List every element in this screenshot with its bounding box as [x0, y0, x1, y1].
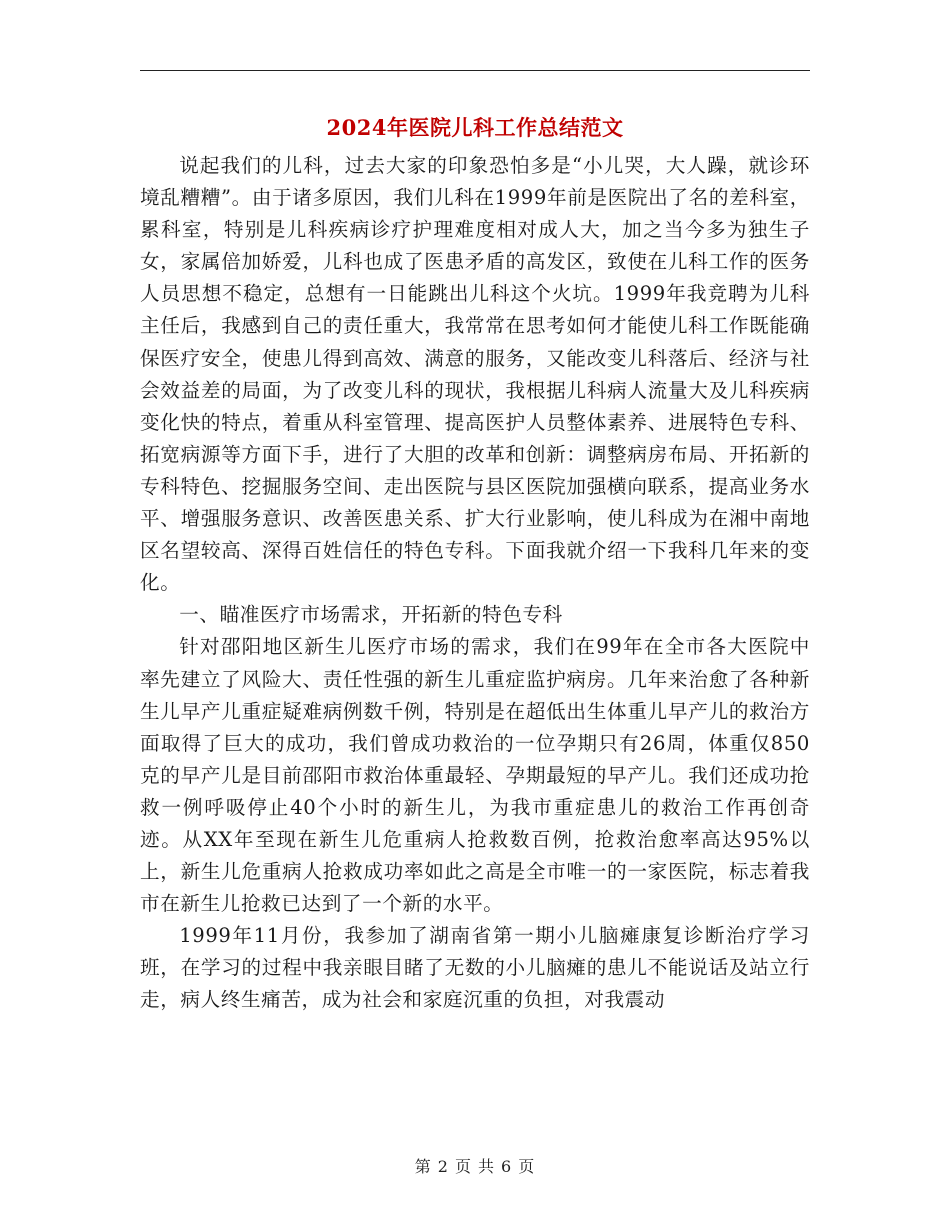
document-title: 2024年医院儿科工作总结范文: [326, 115, 624, 140]
footer-prefix: 第: [414, 1157, 432, 1176]
page-footer: [0, 1154, 950, 1177]
footer-suffix: 页: [518, 1157, 536, 1176]
paragraph-intro: 说起我们的儿科，过去大家的印象恐怕多是“小儿哭，大人躁，就诊环境乱糟糟”。由于诸多原因，我们儿科在1999年前是医院出了名的差科室，累科室，特别是儿科疾病诊疗护理难度相对成人大，加之当今多为独生子女，家属倍加娇爱，儿科也成了医患矛盾的高发区，致使在儿科工作的医务人员思想不稳定，总想有一日能跳出儿科这个火坑。1999年我竞聘为儿科主任后，我感到自己的责任重大，我常常在思考如何才能使儿科工作既能确保医疗安全，使患儿得到高效、满意的服务，又能改变儿科落后、经济与社会效益差的局面，为了改变儿科的现状，我根据儿科病人流量大及儿科疾病变化快的特点，着重从科室管理、提高医护人员整体素养、进展特色专科、拓宽病源等方面下手，进行了大胆的改革和创新：调整病房布局、开拓新的专科特色、挖掘服务空间、走出医院与县区医院加强横向联系，提高业务水平、增强服务意识、改善医患关系、扩大行业影响，使儿科成为在湘中南地区名望较高、深得百姓信任的特色专科。下面我就介绍一下我科几年来的变化。: [140, 154, 810, 595]
section-heading-1: 一、瞄准医疗市场需求，开拓新的特色专科: [179, 603, 563, 627]
document-body: [140, 150, 810, 1017]
footer-middle: 页 共: [454, 1157, 496, 1176]
header-rule: [140, 70, 810, 71]
paragraph-neonatal: 针对邵阳地区新生儿医疗市场的需求，我们在99年在全市各大医院中率先建立了风险大、责任性强的新生儿重症监护病房。几年来治愈了各种新生儿早产儿重症疑难病例数千例，特别是在超低出生体重儿早产儿的救治方面取得了巨大的成功，我们曾成功救治的一位孕期只有26周，体重仅850克的早产儿是目前邵阳市救治体重最轻、孕期最短的早产儿。我们还成功抢救一例呼吸停止40个小时的新生儿，为我市重症患儿的救治工作再创奇迹。从XX年至现在新生儿危重病人抢救数百例，抢救治愈率高达95%以上，新生儿危重病人抢救成功率如此之高是全市唯一的一家医院，标志着我市在新生儿抢救已达到了一个新的水平。: [140, 635, 810, 916]
paragraph-cerebral-palsy: 1999年11月份，我参加了湖南省第一期小儿脑瘫康复诊断治疗学习班，在学习的过程中我亲眼目睹了无数的小儿脑瘫的患儿不能说话及站立行走，病人终生痛苦，成为社会和家庭沉重的负担，对我震动: [140, 924, 810, 1012]
footer-total-pages: 6: [501, 1157, 513, 1176]
footer-current-page: 2: [437, 1157, 449, 1176]
